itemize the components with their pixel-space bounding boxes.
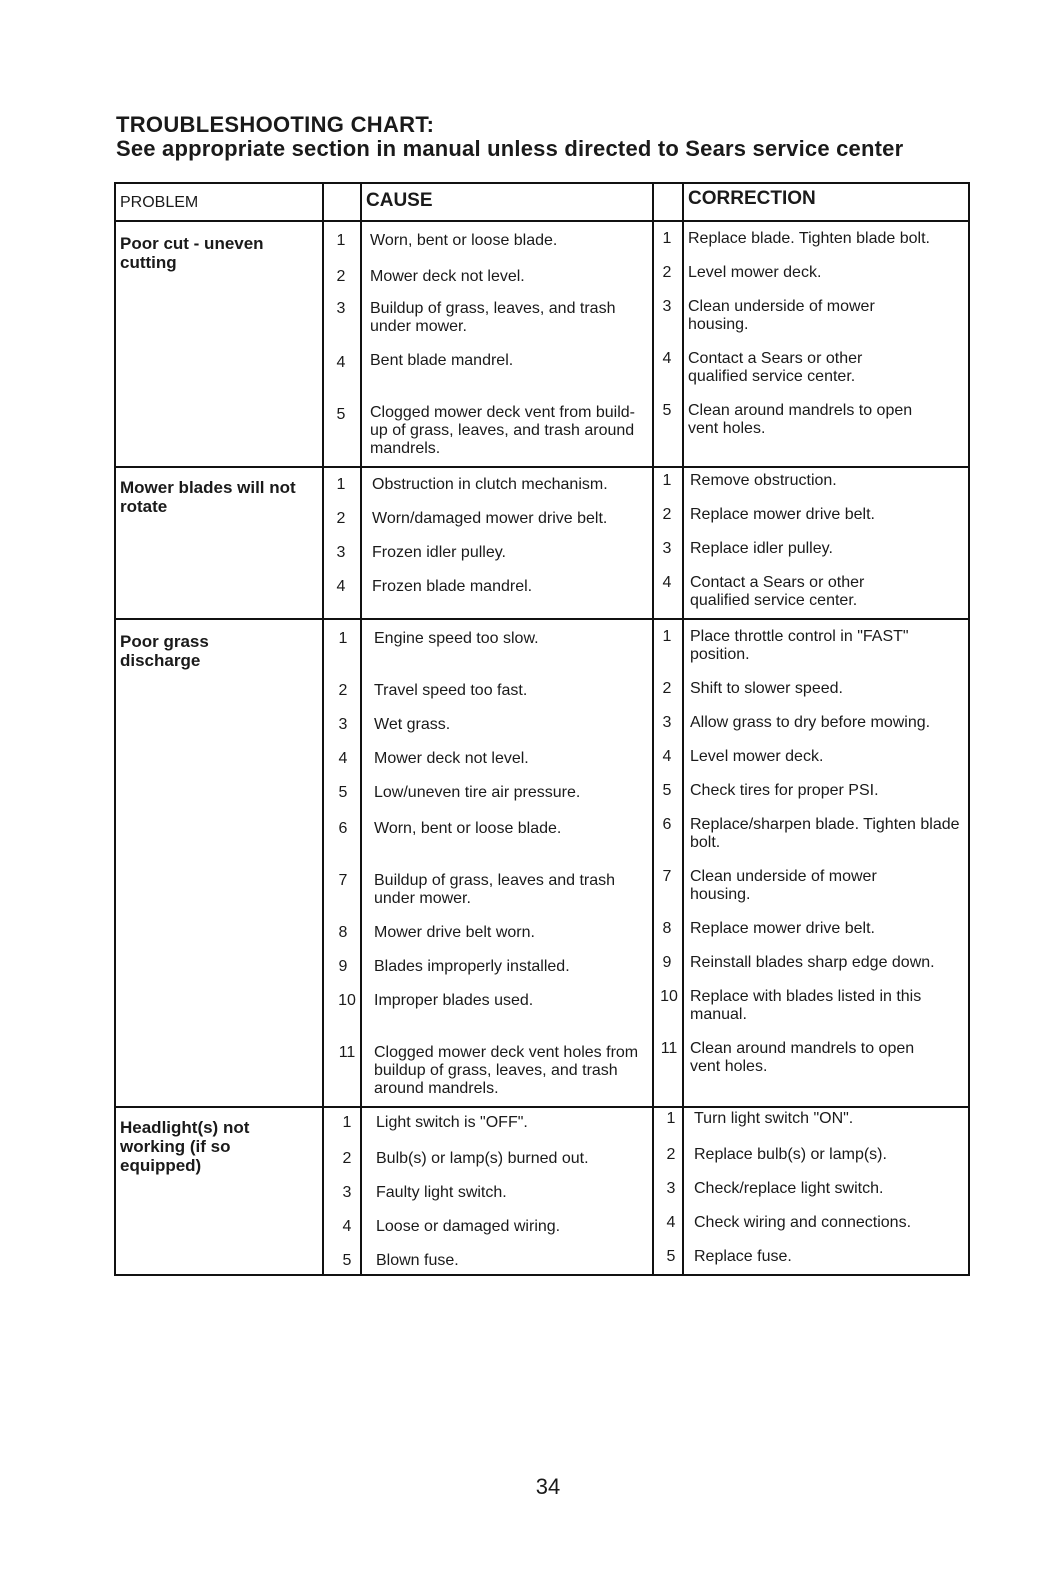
cause-number: 5 bbox=[336, 406, 346, 423]
correction-text: Replace fuse. bbox=[694, 1248, 792, 1265]
correction-text: Replace bulb(s) or lamp(s). bbox=[694, 1146, 887, 1163]
cause-number: 1 bbox=[336, 232, 346, 249]
cause-number: 4 bbox=[336, 354, 346, 371]
correction-number: 4 bbox=[662, 748, 672, 765]
cause-number: 4 bbox=[338, 750, 348, 767]
section-divider bbox=[116, 618, 968, 620]
correction-number: 1 bbox=[662, 230, 672, 247]
correction-number: 2 bbox=[666, 1146, 676, 1163]
cause-number: 4 bbox=[342, 1218, 352, 1235]
problem-label: Headlight(s) not working (if so equipped) bbox=[120, 1118, 250, 1175]
cause-text: Buildup of grass, leaves, and trash under mower. bbox=[370, 300, 616, 335]
cause-number: 3 bbox=[342, 1184, 352, 1201]
correction-text: Replace/sharpen blade. Tighten blade bolt. bbox=[690, 816, 960, 851]
cause-text: Mower deck not level. bbox=[374, 750, 529, 767]
correction-number: 10 bbox=[660, 988, 678, 1005]
cause-text: Low/uneven tire air pressure. bbox=[374, 784, 581, 801]
correction-text: Shift to slower speed. bbox=[690, 680, 843, 697]
cause-number: 4 bbox=[336, 578, 346, 595]
correction-text: Clean underside of mower housing. bbox=[690, 868, 877, 903]
cause-number: 3 bbox=[338, 716, 348, 733]
correction-text: Clean around mandrels to open vent holes. bbox=[690, 1040, 915, 1075]
correction-number: 5 bbox=[662, 782, 672, 799]
correction-number: 7 bbox=[662, 868, 672, 885]
cause-text: Engine speed too slow. bbox=[374, 630, 539, 647]
correction-number: 3 bbox=[662, 714, 672, 731]
correction-text: Contact a Sears or other qualified service center. bbox=[688, 350, 863, 385]
problem-label: Mower blades will not rotate bbox=[120, 478, 296, 516]
cause-number: 8 bbox=[338, 924, 348, 941]
problem-label: Poor grass discharge bbox=[120, 632, 209, 670]
correction-number: 2 bbox=[662, 506, 672, 523]
cause-text: Faulty light switch. bbox=[376, 1184, 507, 1201]
cause-number: 2 bbox=[342, 1150, 352, 1167]
correction-number: 1 bbox=[662, 628, 672, 645]
cause-text: Light switch is "OFF". bbox=[376, 1114, 528, 1131]
cause-number: 7 bbox=[338, 872, 348, 889]
cause-number: 5 bbox=[342, 1252, 352, 1269]
cause-text: Worn, bent or loose blade. bbox=[374, 820, 562, 837]
cause-text: Frozen idler pulley. bbox=[372, 544, 506, 561]
cause-number: 1 bbox=[336, 476, 346, 493]
column-header-correction: CORRECTION bbox=[688, 188, 816, 209]
troubleshooting-chart bbox=[114, 182, 970, 1276]
cause-text: Frozen blade mandrel. bbox=[372, 578, 533, 595]
cause-text: Clogged mower deck vent from build-up of grass, leaves, and trash around mandrels. bbox=[370, 404, 636, 457]
problem-label: Poor cut - uneven cutting bbox=[120, 234, 264, 272]
correction-text: Check tires for proper PSI. bbox=[690, 782, 879, 799]
cause-text: Buildup of grass, leaves and trash under mower. bbox=[374, 872, 616, 907]
page-number: 34 bbox=[535, 1474, 561, 1499]
correction-text: Level mower deck. bbox=[690, 748, 824, 765]
header-divider bbox=[116, 220, 968, 222]
correction-number: 3 bbox=[662, 298, 672, 315]
correction-number: 5 bbox=[662, 402, 672, 419]
cause-number: 1 bbox=[338, 630, 348, 647]
correction-number: 6 bbox=[662, 816, 672, 833]
cause-text: Worn, bent or loose blade. bbox=[370, 232, 558, 249]
page-title: TROUBLESHOOTING CHART: bbox=[116, 112, 435, 137]
correction-number: 11 bbox=[660, 1040, 678, 1057]
cause-text: Bulb(s) or lamp(s) burned out. bbox=[376, 1150, 589, 1167]
column-header-cause: CAUSE bbox=[366, 190, 433, 211]
correction-text: Replace mower drive belt. bbox=[690, 506, 875, 523]
correction-text: Check/replace light switch. bbox=[694, 1180, 884, 1197]
cause-number: 2 bbox=[336, 510, 346, 527]
cause-number: 6 bbox=[338, 820, 348, 837]
cause-text: Worn/damaged mower drive belt. bbox=[372, 510, 608, 527]
correction-number: 1 bbox=[666, 1110, 676, 1127]
section-divider bbox=[116, 1106, 968, 1108]
correction-number: 4 bbox=[666, 1214, 676, 1231]
cause-text: Blown fuse. bbox=[376, 1252, 459, 1269]
cause-number: 9 bbox=[338, 958, 348, 975]
cause-text: Clogged mower deck vent holes from buildup of grass, leaves, and trash around mandrels. bbox=[374, 1044, 639, 1097]
section-divider bbox=[116, 466, 968, 468]
correction-number: 1 bbox=[662, 472, 672, 489]
cause-number: 5 bbox=[338, 784, 348, 801]
cause-text: Mower drive belt worn. bbox=[374, 924, 535, 941]
cause-number: 3 bbox=[336, 544, 346, 561]
cause-text: Travel speed too fast. bbox=[374, 682, 528, 699]
correction-text: Replace idler pulley. bbox=[690, 540, 833, 557]
cause-number: 10 bbox=[338, 992, 356, 1009]
correction-text: Place throttle control in "FAST" position. bbox=[690, 628, 909, 663]
correction-text: Replace with blades listed in this manual. bbox=[690, 988, 922, 1023]
correction-number: 2 bbox=[662, 264, 672, 281]
correction-text: Contact a Sears or other qualified service center. bbox=[690, 574, 865, 609]
cause-number: 2 bbox=[336, 268, 346, 285]
cause-text: Bent blade mandrel. bbox=[370, 352, 514, 369]
correction-text: Replace mower drive belt. bbox=[690, 920, 875, 937]
correction-text: Turn light switch "ON". bbox=[694, 1110, 854, 1127]
column-divider bbox=[360, 184, 362, 1274]
correction-text: Replace blade. Tighten blade bolt. bbox=[688, 230, 930, 247]
correction-number: 9 bbox=[662, 954, 672, 971]
correction-number: 5 bbox=[666, 1248, 676, 1265]
column-divider bbox=[322, 184, 324, 1274]
correction-text: Clean around mandrels to open vent holes. bbox=[688, 402, 913, 437]
cause-text: Loose or damaged wiring. bbox=[376, 1218, 561, 1235]
cause-number: 2 bbox=[338, 682, 348, 699]
cause-text: Mower deck not level. bbox=[370, 268, 525, 285]
correction-number: 3 bbox=[666, 1180, 676, 1197]
page-subtitle: See appropriate section in manual unless directed to Sears service center bbox=[116, 136, 904, 161]
cause-text: Blades improperly installed. bbox=[374, 958, 570, 975]
correction-text: Reinstall blades sharp edge down. bbox=[690, 954, 935, 971]
correction-text: Allow grass to dry before mowing. bbox=[690, 714, 931, 731]
correction-text: Check wiring and connections. bbox=[694, 1214, 912, 1231]
cause-number: 11 bbox=[338, 1044, 356, 1061]
correction-text: Remove obstruction. bbox=[690, 472, 837, 489]
cause-text: Obstruction in clutch mechanism. bbox=[372, 476, 608, 493]
correction-number: 4 bbox=[662, 350, 672, 367]
column-header-problem: PROBLEM bbox=[120, 194, 199, 211]
correction-text: Level mower deck. bbox=[688, 264, 822, 281]
cause-text: Improper blades used. bbox=[374, 992, 534, 1009]
correction-number: 4 bbox=[662, 574, 672, 591]
cause-number: 1 bbox=[342, 1114, 352, 1131]
correction-number: 2 bbox=[662, 680, 672, 697]
correction-number: 8 bbox=[662, 920, 672, 937]
cause-number: 3 bbox=[336, 300, 346, 317]
cause-text: Wet grass. bbox=[374, 716, 451, 733]
correction-text: Clean underside of mower housing. bbox=[688, 298, 875, 333]
correction-number: 3 bbox=[662, 540, 672, 557]
